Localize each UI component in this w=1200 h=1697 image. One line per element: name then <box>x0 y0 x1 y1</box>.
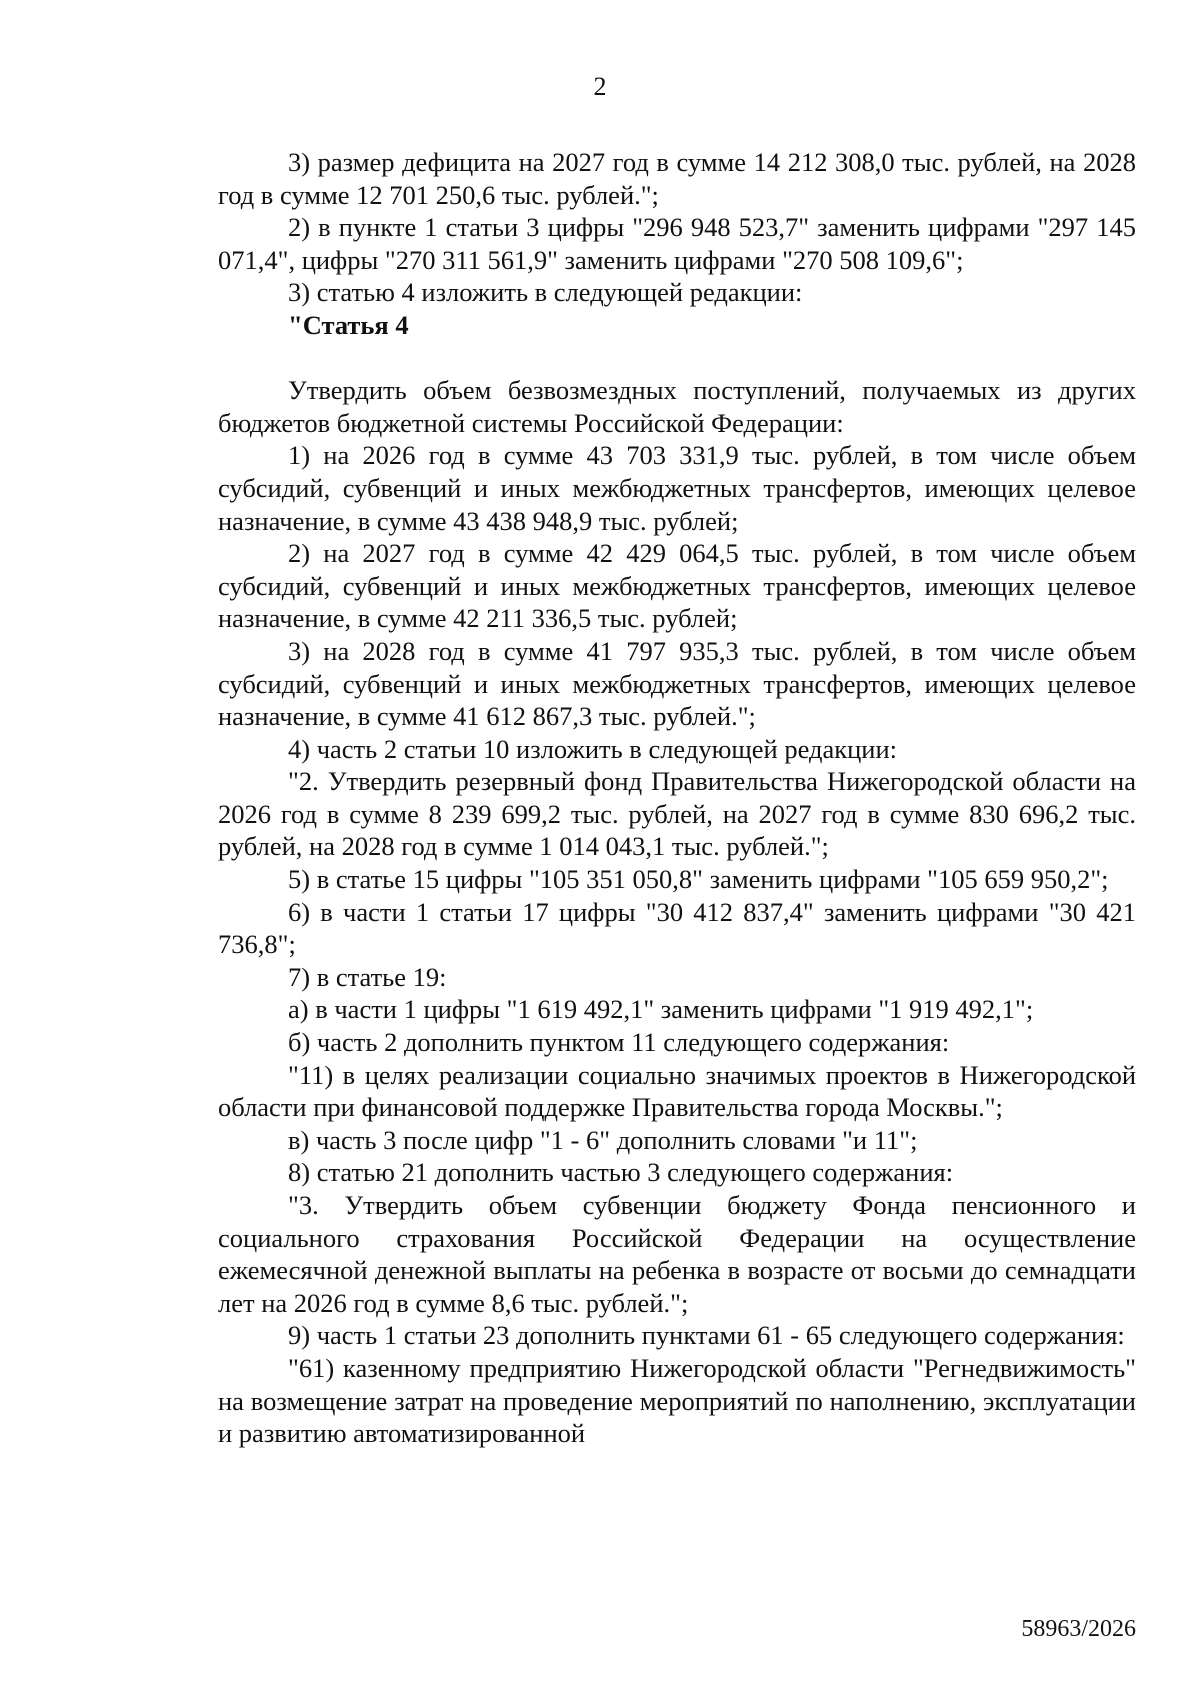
paragraph-point-61: "61) казенному предприятию Нижегородской области "Регнедвижимость" на возмещение затрат на проведение мероприятий по наполнению, эксплуатации и развитию автоматизированной <box>218 1352 1136 1449</box>
paragraph-reserve-fund: "2. Утвердить резервный фонд Правительства Нижегородской области на 2026 год в сумме 8 239 699,2 тыс. рублей, на 2027 год в сумме 830 696,2 тыс. рублей, на 2028 год в сумме 1 014 043,1 тыс. рублей."; <box>218 766 1136 862</box>
page-number: 2 <box>593 72 607 101</box>
paragraph-item-7v: в) часть 3 после цифр "1 - 6" дополнить словами "и 11"; <box>288 1124 918 1155</box>
paragraph-2027: 2) на 2027 год в сумме 42 429 064,5 тыс. рублей, в том числе объем субсидий, субвенций и иных межбюджетных трансфертов, имеющих целевое назначение, в сумме 42 211 336,5 тыс. рублей; <box>218 538 1136 634</box>
paragraph-approve-receipts: Утвердить объем безвозмездных поступлений, получаемых из других бюджетов бюджетной системы Российской Федерации: <box>218 375 1136 438</box>
article-heading: "Статья 4 <box>288 309 409 340</box>
paragraph-item-2: 2) в пункте 1 статьи 3 цифры "296 948 523,7" заменить цифрами "297 145 071,4", цифры "270 311 561,9" заменить цифрами "270 508 109,6"; <box>218 212 1136 275</box>
document-body <box>218 146 1136 1450</box>
document-code: 58963/2026 <box>1021 1616 1136 1642</box>
paragraph-2026: 1) на 2026 год в сумме 43 703 331,9 тыс. рублей, в том числе объем субсидий, субвенций и иных межбюджетных трансфертов, имеющих целевое назначение, в сумме 43 438 948,9 тыс. рублей; <box>218 440 1136 536</box>
paragraph-item-7a: а) в части 1 цифры "1 619 492,1" заменить цифрами "1 919 492,1"; <box>288 994 1034 1025</box>
paragraph-item-6: 6) в части 1 статьи 17 цифры "30 412 837,4" заменить цифрами "30 421 736,8"; <box>218 896 1136 960</box>
paragraph-item-4: 4) часть 2 статьи 10 изложить в следующей редакции: <box>288 733 898 764</box>
paragraph-item-9: 9) часть 1 статьи 23 дополнить пунктами 61 - 65 следующего содержания: <box>288 1320 1125 1351</box>
paragraph-subvention: "3. Утвердить объем субвенции бюджету Фонда пенсионного и социального страхования Российской Федерации на осуществление ежемесячной денежной выплаты на ребенка в возрасте от восьми до семнадцати лет на 2026 год в сумме 8,6 тыс. рублей."; <box>218 1190 1136 1318</box>
paragraph-item-5: 5) в статье 15 цифры "105 351 050,8" заменить цифрами "105 659 950,2"; <box>288 864 1109 895</box>
paragraph-2028: 3) на 2028 год в сумме 41 797 935,3 тыс. рублей, в том числе объем субсидий, субвенций и иных межбюджетных трансфертов, имеющих целевое назначение, в сумме 41 612 867,3 тыс. рублей."; <box>218 635 1136 732</box>
paragraph-item-7b: б) часть 2 дополнить пунктом 11 следующего содержания: <box>288 1027 950 1058</box>
paragraph-item-7: 7) в статье 19: <box>288 961 447 992</box>
paragraph-item-3: 3) статью 4 изложить в следующей редакции: <box>288 277 803 308</box>
paragraph-item-8: 8) статью 21 дополнить частью 3 следующего содержания: <box>288 1157 954 1188</box>
paragraph-point-11: "11) в целях реализации социально значимых проектов в Нижегородской области при финансовой поддержке Правительства города Москвы."; <box>218 1059 1136 1123</box>
paragraph-deficit: 3) размер дефицита на 2027 год в сумме 14 212 308,0 тыс. рублей, на 2028 год в сумме 12 701 250,6 тыс. рублей."; <box>218 147 1136 210</box>
